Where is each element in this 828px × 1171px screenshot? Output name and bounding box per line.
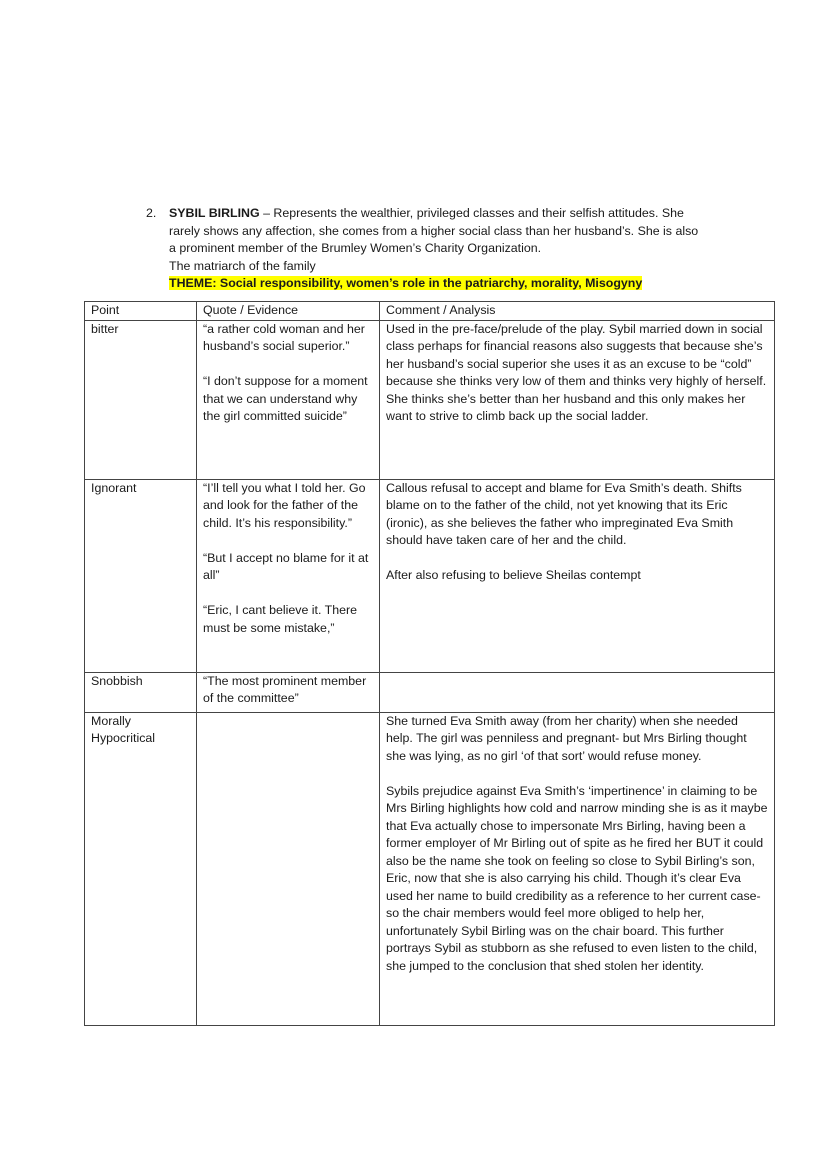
- table-header-row: [85, 302, 775, 321]
- quote-cell: “The most prominent member of the committee”: [197, 672, 380, 712]
- table-row: [85, 320, 775, 479]
- point-cell: Morally Hypocritical: [85, 712, 197, 1025]
- quote-cell: “a rather cold woman and her husband’s social superior.” “I don’t suppose for a moment that we can understand why the girl committed suicide”: [197, 320, 380, 479]
- point-cell: Ignorant: [85, 479, 197, 672]
- comment-cell: She turned Eva Smith away (from her charity) when she needed help. The girl was penniless and pregnant- but Mrs Birling thought she was lying, as no girl ‘of that sort’ would refuse money. Sybils prejudice against Eva Smith’s ‘impertinence’ in claiming to be Mrs Birling highlights how cold and narrow minding she is as it maybe that Eva actually chose to impersonate Mrs Birling, having been a former employer of Mr Birling out of spite as he fired her BUT it could also be the name she took on feeling so close to Sybil Birling’s son, Eric, now that she is also carrying his child. Though it’s clear Eva used her name to build credibility as a reference to her current case- so the chair members would feel more obliged to help her, unfortunately Sybil Birling was on the chair board. This further portrays Sybil as stubborn as she refused to even listen to the child, she jumped to the conclusion that shed stolen her identity.: [380, 712, 775, 1025]
- quote-cell: “I’ll tell you what I told her. Go and look for the father of the child. It’s his responsibility.” “But I accept no blame for it at all” “Eric, I cant believe it. There must be some mistake,”: [197, 479, 380, 672]
- section-intro: [146, 205, 706, 293]
- section-number: 2.: [146, 206, 157, 220]
- theme-highlight: THEME: Social responsibility, women’s role in the patriarchy, morality, Misogyny: [169, 276, 643, 291]
- point-cell: Snobbish: [85, 672, 197, 712]
- header-comment: Comment / Analysis: [380, 302, 775, 321]
- quote-cell: [197, 712, 380, 1025]
- analysis-table: [84, 301, 775, 1026]
- table-row: [85, 712, 775, 1025]
- section-description: SYBIL BIRLING – Represents the wealthier, privileged classes and their selfish attitudes. She rarely shows any affection, she comes from a higher social class than her husband’s. She is also a prominent member of the Brumley Women’s Charity Organization.: [169, 206, 699, 256]
- character-role: The matriarch of the family: [169, 258, 316, 273]
- header-quote: Quote / Evidence: [197, 302, 380, 321]
- character-name: SYBIL BIRLING: [169, 206, 260, 220]
- table-row: [85, 479, 775, 672]
- comment-cell: [380, 672, 775, 712]
- header-point: Point: [85, 302, 197, 321]
- comment-cell: Callous refusal to accept and blame for Eva Smith’s death. Shifts blame on to the father of the child, not yet knowing that its Eric (ironic), as she believes the father who impreginated Eva Smith should have taken care of her and the child. After also refusing to believe Sheilas contempt: [380, 479, 775, 672]
- comment-cell: Used in the pre-face/prelude of the play. Sybil married down in social class perhaps for financial reasons also suggests that because she’s her husband’s social superior she uses it as an excuse to be “cold” because she thinks very low of them and thinks very highly of herself. She thinks she’s better than her husband and this only makes her want to strive to climb back up the social ladder.: [380, 320, 775, 479]
- point-cell: bitter: [85, 320, 197, 479]
- table-row: [85, 672, 775, 712]
